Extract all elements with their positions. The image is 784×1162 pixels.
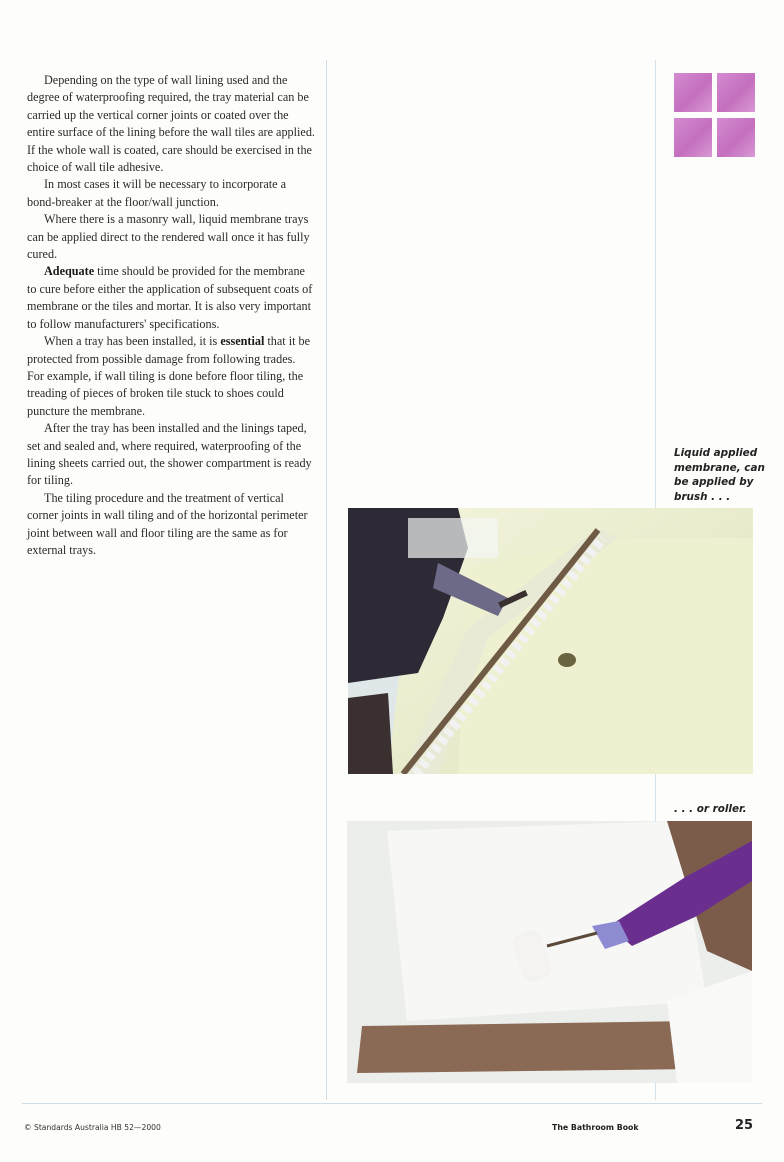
paragraph-7: The tiling procedure and the treatment of vertical corner joints in wall tiling and of the horizontal perimeter joint between wall and floor tiling are the same as for external trays. <box>27 490 308 557</box>
tile-square <box>717 73 755 112</box>
paragraph-5-rest: that it be protected from possible damage from following trades. For example, if wall tiling is done before floor tiling, the treading of pieces of broken tile stuck to shoes could puncture the membrane. <box>27 334 311 418</box>
footer-copyright: © Standards Australia HB 52—2000 <box>24 1123 161 1132</box>
paragraph-3: Where there is a masonry wall, liquid membrane trays can be applied direct to the rendered wall once it has fully cured. <box>27 212 310 262</box>
photo-roller-illustration <box>347 821 752 1083</box>
tile-square <box>717 118 755 157</box>
paragraph-5-start: When a tray has been installed, it is <box>44 334 221 349</box>
photo-brush-application <box>348 508 753 774</box>
photo-roller-application <box>347 821 752 1083</box>
paragraph-4-rest: time should be provided for the membrane to cure before either the application of subsequent coats of membrane or the tiles and mortar. It is also very important to follow manufacturers' specifications. <box>27 264 313 331</box>
tile-logo <box>674 73 756 157</box>
footer-rule <box>22 1103 762 1104</box>
photo-brush-illustration <box>348 508 753 774</box>
bold-essential: essential <box>220 334 265 349</box>
tile-square <box>674 118 712 157</box>
caption-roller: . . . or roller. <box>674 803 747 815</box>
paragraph-2: In most cases it will be necessary to incorporate a bond-breaker at the floor/wall junction. <box>27 177 286 209</box>
page-number: 25 <box>735 1118 754 1133</box>
paragraph-4 <box>27 263 315 333</box>
footer-book-title: The Bathroom Book <box>552 1123 639 1132</box>
column-divider-left <box>326 60 327 1100</box>
paragraph-1: Depending on the type of wall lining used and the degree of waterproofing required, the tray material can be carried up the vertical corner joints or coated over the entire surface of the lining before the wall tiles are applied. If the whole wall is coated, care should be exercised in the choice of wall tile adhesive. <box>27 73 315 175</box>
paragraph-5 <box>27 333 315 420</box>
caption-brush: Liquid applied membrane, can be applied by brush . . . <box>674 447 765 503</box>
paragraph-6: After the tray has been installed and the linings taped, set and sealed and, where required, waterproofing of the lining sheets carried out, the shower compartment is ready for tiling. <box>27 421 312 488</box>
bold-adequate: Adequate <box>44 264 95 279</box>
body-text <box>27 72 315 559</box>
tile-square <box>674 73 712 112</box>
